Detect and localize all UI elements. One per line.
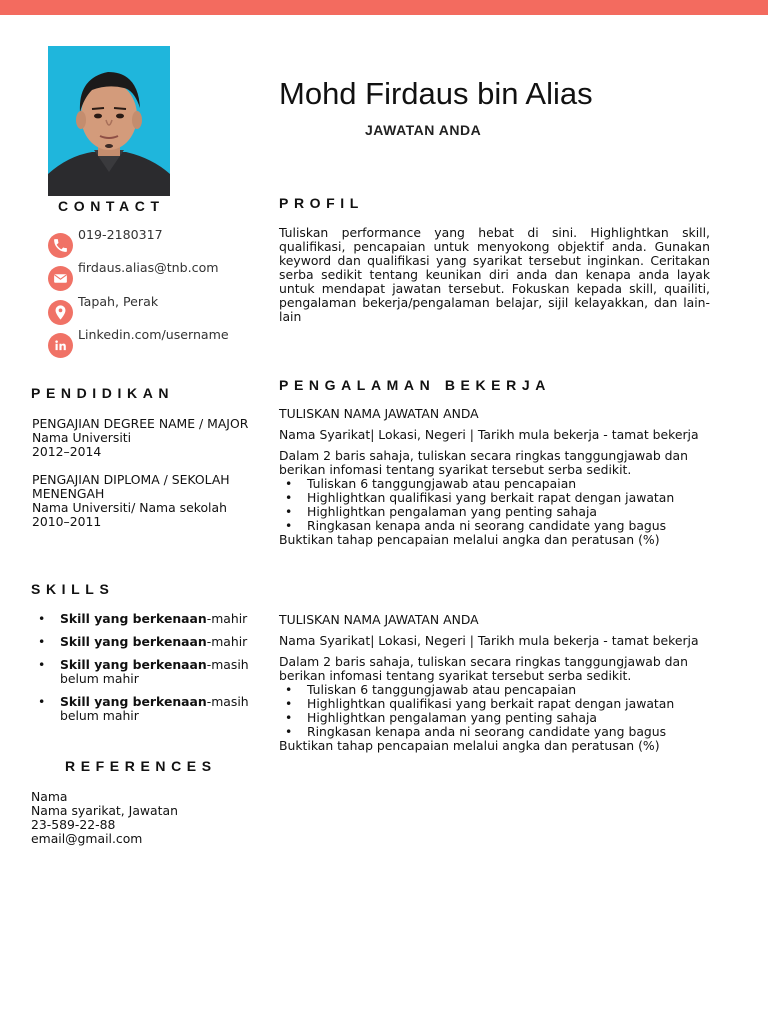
phone-icon xyxy=(48,233,73,258)
education-title: PENGAJIAN DEGREE NAME / MAJOR xyxy=(32,416,249,431)
job-entry xyxy=(279,613,710,753)
skill-level: -mahir xyxy=(206,634,248,649)
reference-email: email@gmail.com xyxy=(31,831,143,846)
reference-name: Nama xyxy=(31,789,68,804)
skill-name: Skill yang berkenaan xyxy=(60,694,207,709)
education-entry xyxy=(32,417,264,459)
job-entry-company: Nama Syarikat| Lokasi, Negeri | Tarikh mula bekerja - tamat bekerja xyxy=(279,427,699,442)
job-entry-company: Nama Syarikat| Lokasi, Negeri | Tarikh mula bekerja - tamat bekerja xyxy=(279,633,699,648)
skill-item xyxy=(32,612,264,626)
job-entry-summary: Dalam 2 baris sahaja, tuliskan secara ringkas tanggungjawab dan berikan infomasi tentang syarikat tersebut serba sedikit. xyxy=(279,654,688,683)
job-bullet: • Tuliskan 6 tanggungjawab atau pencapaian xyxy=(279,477,710,491)
contact-email-text[interactable]: firdaus.alias@tnb.com xyxy=(78,260,219,275)
email-icon xyxy=(48,266,73,291)
references-block xyxy=(31,790,261,846)
job-bullet: • Highlightkan qualifikasi yang berkait rapat dengan jawatan xyxy=(279,697,710,711)
contact-email xyxy=(48,260,268,292)
skill-level: -masih belum mahir xyxy=(60,694,249,723)
skill-level: -mahir xyxy=(206,611,248,626)
contact-location xyxy=(48,294,268,326)
profil-text: Tuliskan performance yang hebat di sini. Highlightkan skill, qualifikasi, pencapaian untuk menyokong objektif anda. Gunakan keyword dan qualifikasi yang syarikat tersebut inginkan. Ceritakan serba sedikit tentang keunikan diri anda dan kenapa anda layak untuk mendapat jawatan tersebut. Fokuskan kepada skill, quailiti, pengalaman bekerja/pengalaman belajar, sijil kelayakkan, dan lain-lain xyxy=(279,225,710,324)
skill-level: -masih belum mahir xyxy=(60,657,249,686)
education-years: 2012–2014 xyxy=(32,444,102,459)
job-entry-bullets xyxy=(279,477,710,533)
references-heading: REFERENCES xyxy=(65,758,217,774)
job-entry-title: TULISKAN NAMA JAWATAN ANDA xyxy=(279,612,479,627)
education-school: Nama Universiti xyxy=(32,430,132,445)
job-entry-title: TULISKAN NAMA JAWATAN ANDA xyxy=(279,406,479,421)
education-school: Nama Universiti/ Nama sekolah xyxy=(32,500,227,515)
job-bullet: • Highlightkan pengalaman yang penting sahaja xyxy=(279,711,710,725)
job-bullet: • Highlightkan pengalaman yang penting sahaja xyxy=(279,505,710,519)
job-bullet: • Tuliskan 6 tanggungjawab atau pencapaian xyxy=(279,683,710,697)
skills-list xyxy=(32,612,264,732)
skill-item xyxy=(32,658,264,686)
profil-heading: PROFIL xyxy=(279,195,364,211)
job-entry-bullets xyxy=(279,683,710,739)
skill-name: Skill yang berkenaan xyxy=(60,634,207,649)
pengalaman-heading: PENGALAMAN BEKERJA xyxy=(279,377,551,393)
job-entry-closing: Buktikan tahap pencapaian melalui angka dan peratusan (%) xyxy=(279,738,660,753)
portrait-illustration xyxy=(48,46,170,196)
contact-location-text: Tapah, Perak xyxy=(78,294,159,309)
reference-company: Nama syarikat, Jawatan xyxy=(31,803,178,818)
location-icon xyxy=(48,300,73,325)
contact-phone xyxy=(48,227,268,259)
education-years: 2010–2011 xyxy=(32,514,102,529)
job-bullet: • Highlightkan qualifikasi yang berkait rapat dengan jawatan xyxy=(279,491,710,505)
job-bullet: • Ringkasan kenapa anda ni seorang candidate yang bagus xyxy=(279,519,710,533)
pendidikan-heading: PENDIDIKAN xyxy=(31,385,175,401)
profile-photo xyxy=(48,46,170,196)
job-entry-summary: Dalam 2 baris sahaja, tuliskan secara ringkas tanggungjawab dan berikan infomasi tentang syarikat tersebut serba sedikit. xyxy=(279,448,688,477)
skill-name: Skill yang berkenaan xyxy=(60,657,207,672)
contact-linkedin xyxy=(48,327,268,359)
top-accent-bar xyxy=(0,0,768,15)
contact-phone-text: 019-2180317 xyxy=(78,227,163,242)
skill-name: Skill yang berkenaan xyxy=(60,611,207,626)
skill-item xyxy=(32,695,264,723)
skills-heading: SKILLS xyxy=(31,581,115,597)
education-title: PENGAJIAN DIPLOMA / SEKOLAH MENENGAH xyxy=(32,472,230,501)
contact-linkedin-text[interactable]: Linkedin.com/username xyxy=(78,327,229,342)
job-title: JAWATAN ANDA xyxy=(365,122,482,138)
job-entry xyxy=(279,407,710,547)
candidate-name: Mohd Firdaus bin Alias xyxy=(279,76,593,111)
linkedin-icon xyxy=(48,333,73,358)
job-bullet: • Ringkasan kenapa anda ni seorang candidate yang bagus xyxy=(279,725,710,739)
skill-item xyxy=(32,635,264,649)
reference-phone: 23-589-22-88 xyxy=(31,817,116,832)
contact-heading: CONTACT xyxy=(58,198,165,214)
education-entry xyxy=(32,473,264,529)
job-entry-closing: Buktikan tahap pencapaian melalui angka dan peratusan (%) xyxy=(279,532,660,547)
